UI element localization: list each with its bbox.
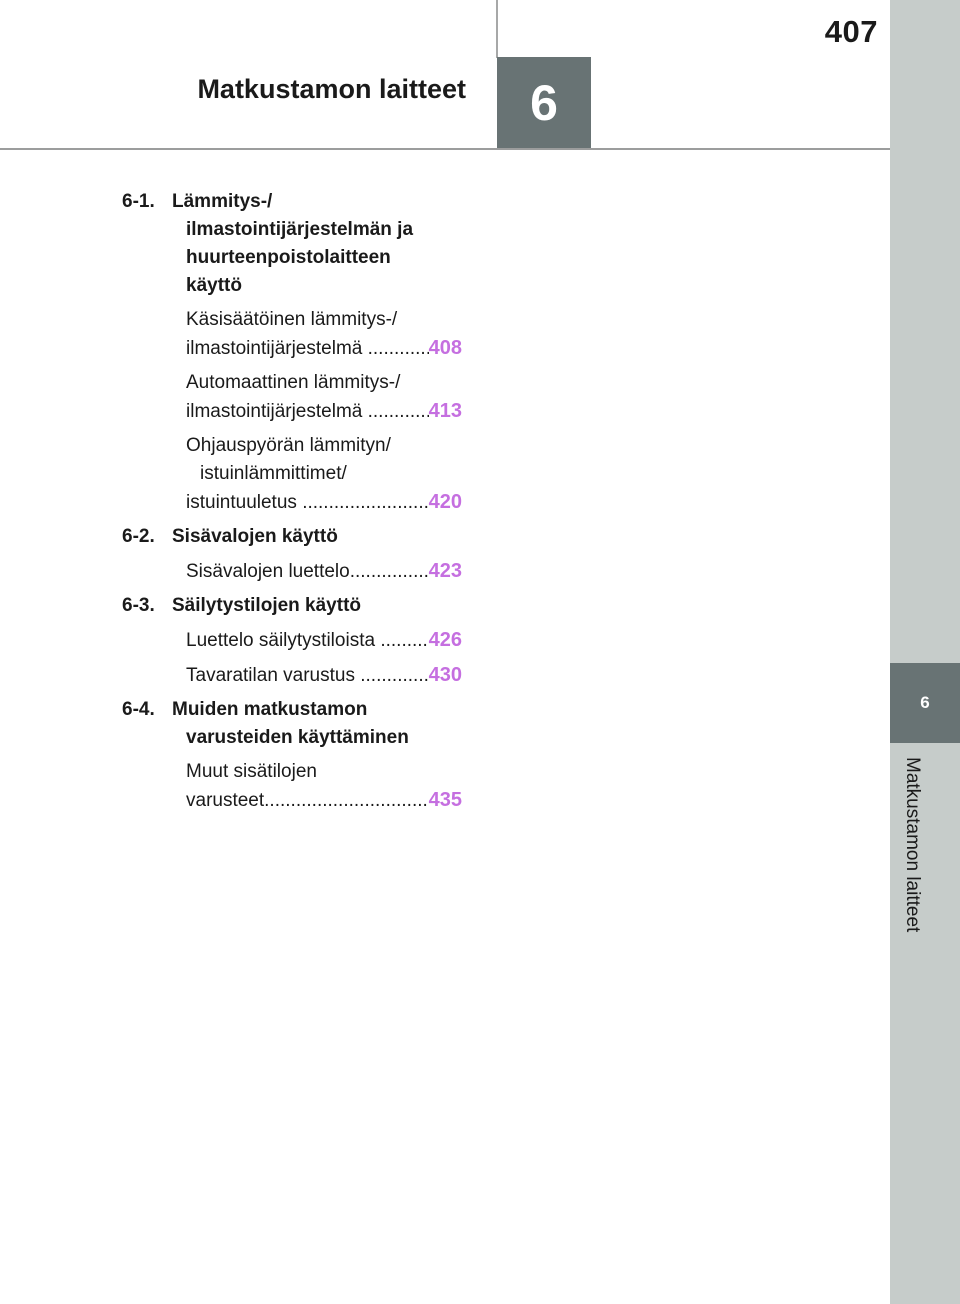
section-title: Lämmitys-/ ilmastointijärjestelmän ja huurteenpoistolaitteen käyttö [172,191,414,296]
page-link[interactable]: 413 [428,400,462,422]
section-number: 6-4. [122,699,155,720]
page-link[interactable]: 435 [428,789,462,811]
page-link[interactable]: 426 [428,629,462,651]
chapter-number-box: 6 [497,57,591,149]
header-rule [0,148,890,150]
page-link[interactable]: 423 [428,560,462,582]
toc-entry[interactable]: Sisävalojen luettelo ..... 423 [122,557,462,586]
side-chapter-label: Matkustamon laitteet [902,757,923,933]
toc-section [122,592,462,620]
toc-entry[interactable]: Tavaratilan varustus ..... 430 [122,661,462,690]
side-strip [890,0,960,1304]
toc-section [122,188,462,300]
side-chapter-tab[interactable]: 6 [890,663,960,743]
section-title: Sisävalojen käyttö [172,526,338,547]
table-of-contents [122,188,462,821]
toc-entry[interactable]: Luettelo säilytystiloista ..... 426 [122,626,462,655]
page-link[interactable]: 408 [428,337,462,359]
section-number: 6-2. [122,526,155,547]
page-link[interactable]: 420 [428,491,462,513]
toc-entry[interactable]: Käsisäätöinen lämmitys-/ ilmastointijärjestelmä ..... 408 [122,306,462,363]
page-link[interactable]: 430 [428,664,462,686]
toc-entry[interactable]: Muut sisätilojen varusteet ..... 435 [122,758,462,815]
header-divider [496,0,498,58]
section-number: 6-3. [122,595,155,616]
toc-section [122,696,462,752]
section-title: Muiden matkustamon varusteiden käyttäminen [172,699,409,748]
toc-entry[interactable]: Automaattinen lämmitys-/ ilmastointijärjestelmä ..... 413 [122,369,462,426]
toc-section [122,523,462,551]
page-number: 407 [824,14,878,49]
section-number: 6-1. [122,191,155,212]
toc-entry[interactable]: Ohjauspyörän lämmityn/ istuinlämmittimet/ istuintuuletus ..... 420 [122,432,462,517]
chapter-title: Matkustamon laitteet [197,74,466,104]
section-title: Säilytystilojen käyttö [172,595,362,616]
